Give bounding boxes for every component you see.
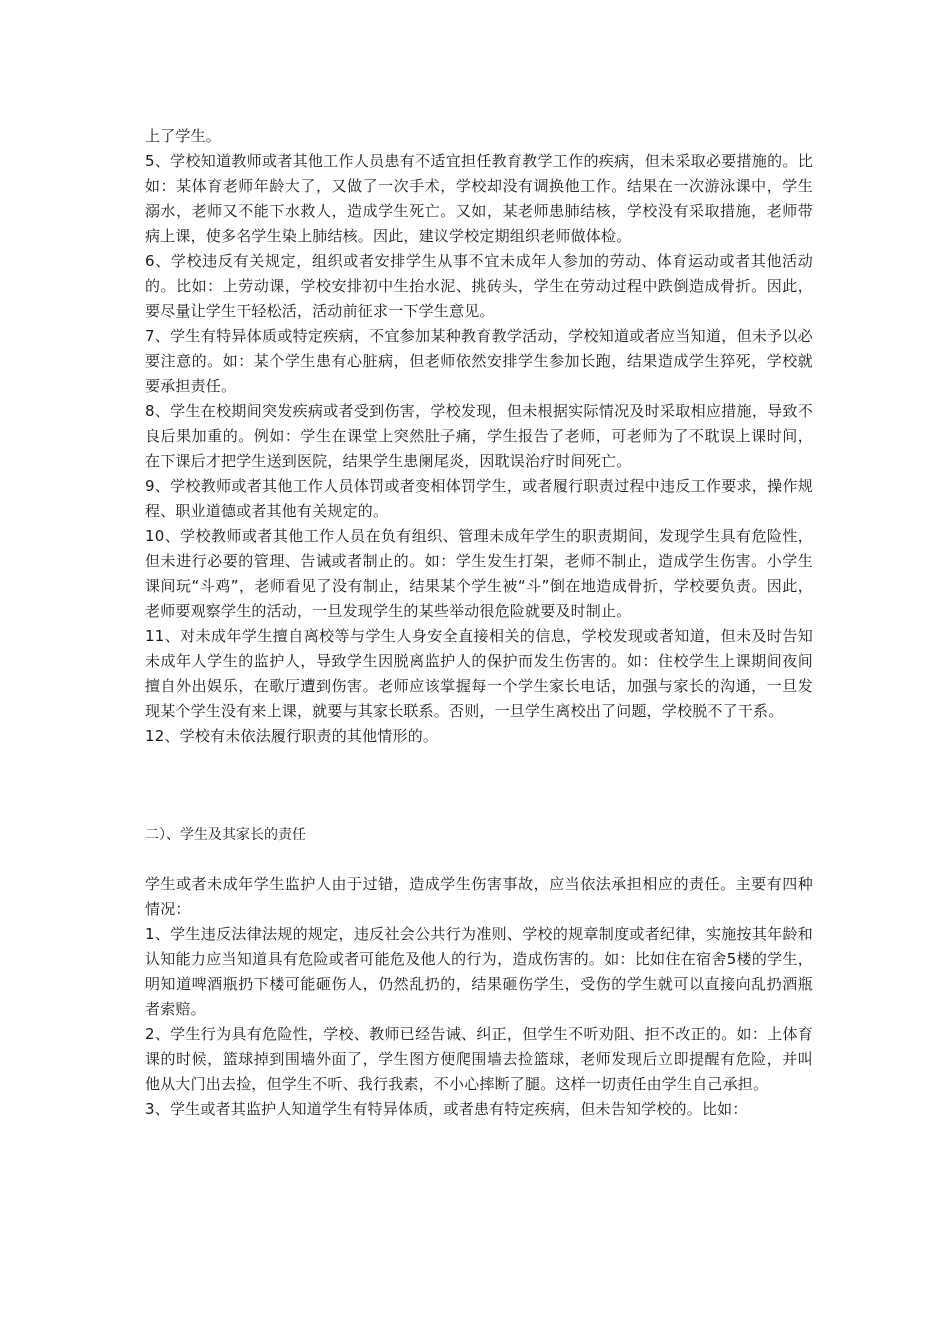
heading-gap bbox=[145, 848, 813, 872]
paragraph-item-6: 6、学校违反有关规定，组织或者安排学生从事不宜未成年人参加的劳动、体育运动或者其他活动的。比如：上劳动课，学校安排初中生抬水泥、挑砖头，学生在劳动过程中跌倒造成骨折。因此，要尽量让学生干轻松活，活动前征求一下学生意见。 bbox=[145, 252, 813, 320]
paragraph-item-5: 5、学校知道教师或者其他工作人员患有不适宜担任教育教学工作的疾病，但未采取必要措施的。比如：某体育老师年龄大了，又做了一次手术，学校却没有调换他工作。结果在一次游泳课中，学生溺水，老师又不能下水救人，造成学生死亡。又如，某老师患肺结核，学校没有采取措施，老师带病上课，使多名学生染上肺结核。因此，建议学校定期组织老师做体检。 bbox=[145, 152, 813, 245]
section-heading: 二）、学生及其家长的责任 bbox=[145, 827, 306, 843]
section-gap bbox=[145, 749, 813, 823]
paragraph-item-7: 7、学生有特异体质或特定疾病，不宜参加某种教育教学活动，学校知道或者应当知道，但未予以必要注意的。如：某个学生患有心脏病，但老师依然安排学生参加长跑，结果造成学生猝死，学校就要承担责任。 bbox=[145, 327, 813, 395]
paragraph-item-1: 1、学生违反法律法规的规定，违反社会公共行为准则、学校的规章制度或者纪律，实施按其年龄和认知能力应当知道具有危险或者可能危及他人的行为，造成伤害的。如：比如住在宿舍5楼的学生，明知道啤酒瓶扔下楼可能砸伤人，仍然乱扔的，结果砸伤学生，受伤的学生就可以直接向乱扔酒瓶者索赔。 bbox=[145, 925, 813, 1018]
paragraph-intro: 学生或者未成年学生监护人由于过错，造成学生伤害事故，应当依法承担相应的责任。主要有四种情况： bbox=[145, 875, 813, 918]
document-page bbox=[145, 124, 813, 1122]
paragraph-item-12: 12、学校有未依法履行职责的其他情形的。 bbox=[145, 727, 439, 745]
paragraph-item-8: 8、学生在校期间突发疾病或者受到伤害，学校发现，但未根据实际情况及时采取相应措施，导致不良后果加重的。例如：学生在课堂上突然肚子痛，学生报告了老师，可老师为了不耽误上课时间，在下课后才把学生送到医院，结果学生患阑尾炎，因耽误治疗时间死亡。 bbox=[145, 402, 813, 470]
paragraph-item-3: 3、学生或者其监护人知道学生有特异体质，或者患有特定疾病，但未告知学校的。比如： bbox=[145, 1100, 748, 1118]
paragraph-continuation: 上了学生。 bbox=[145, 127, 222, 145]
paragraph-item-9: 9、学校教师或者其他工作人员体罚或者变相体罚学生，或者履行职责过程中违反工作要求，操作规程、职业道德或者其他有关规定的。 bbox=[145, 477, 813, 520]
paragraph-item-10: 10、学校教师或者其他工作人员在负有组织、管理未成年学生的职责期间，发现学生具有危险性，但未进行必要的管理、告诫或者制止的。如：学生发生打架，老师不制止，造成学生伤害。小学生课间玩“斗鸡”，老师看见了没有制止，结果某个学生被“斗”倒在地造成骨折，学校要负责。因此，老师要观察学生的活动，一旦发现学生的某些举动很危险就要及时制止。 bbox=[145, 527, 813, 620]
section-school-liability bbox=[145, 124, 813, 749]
section-student-liability bbox=[145, 823, 813, 1122]
paragraph-item-2: 2、学生行为具有危险性，学校、教师已经告诫、纠正，但学生不听劝阻、拒不改正的。如：上体育课的时候，篮球掉到围墙外面了，学生图方便爬围墙去捡篮球，老师发现后立即提醒有危险，并叫他从大门出去捡，但学生不听、我行我素，不小心摔断了腿。这样一切责任由学生自己承担。 bbox=[145, 1025, 813, 1093]
paragraph-item-11: 11、对未成年学生擅自离校等与学生人身安全直接相关的信息，学校发现或者知道，但未及时告知未成年人学生的监护人，导致学生因脱离监护人的保护而发生伤害的。如：住校学生上课期间夜间擅自外出娱乐，在歌厅遭到伤害。老师应该掌握每一个学生家长电话，加强与家长的沟通，一旦发现某个学生没有来上课，就要与其家长联系。否则，一旦学生离校出了问题，学校脱不了干系。 bbox=[145, 627, 813, 720]
